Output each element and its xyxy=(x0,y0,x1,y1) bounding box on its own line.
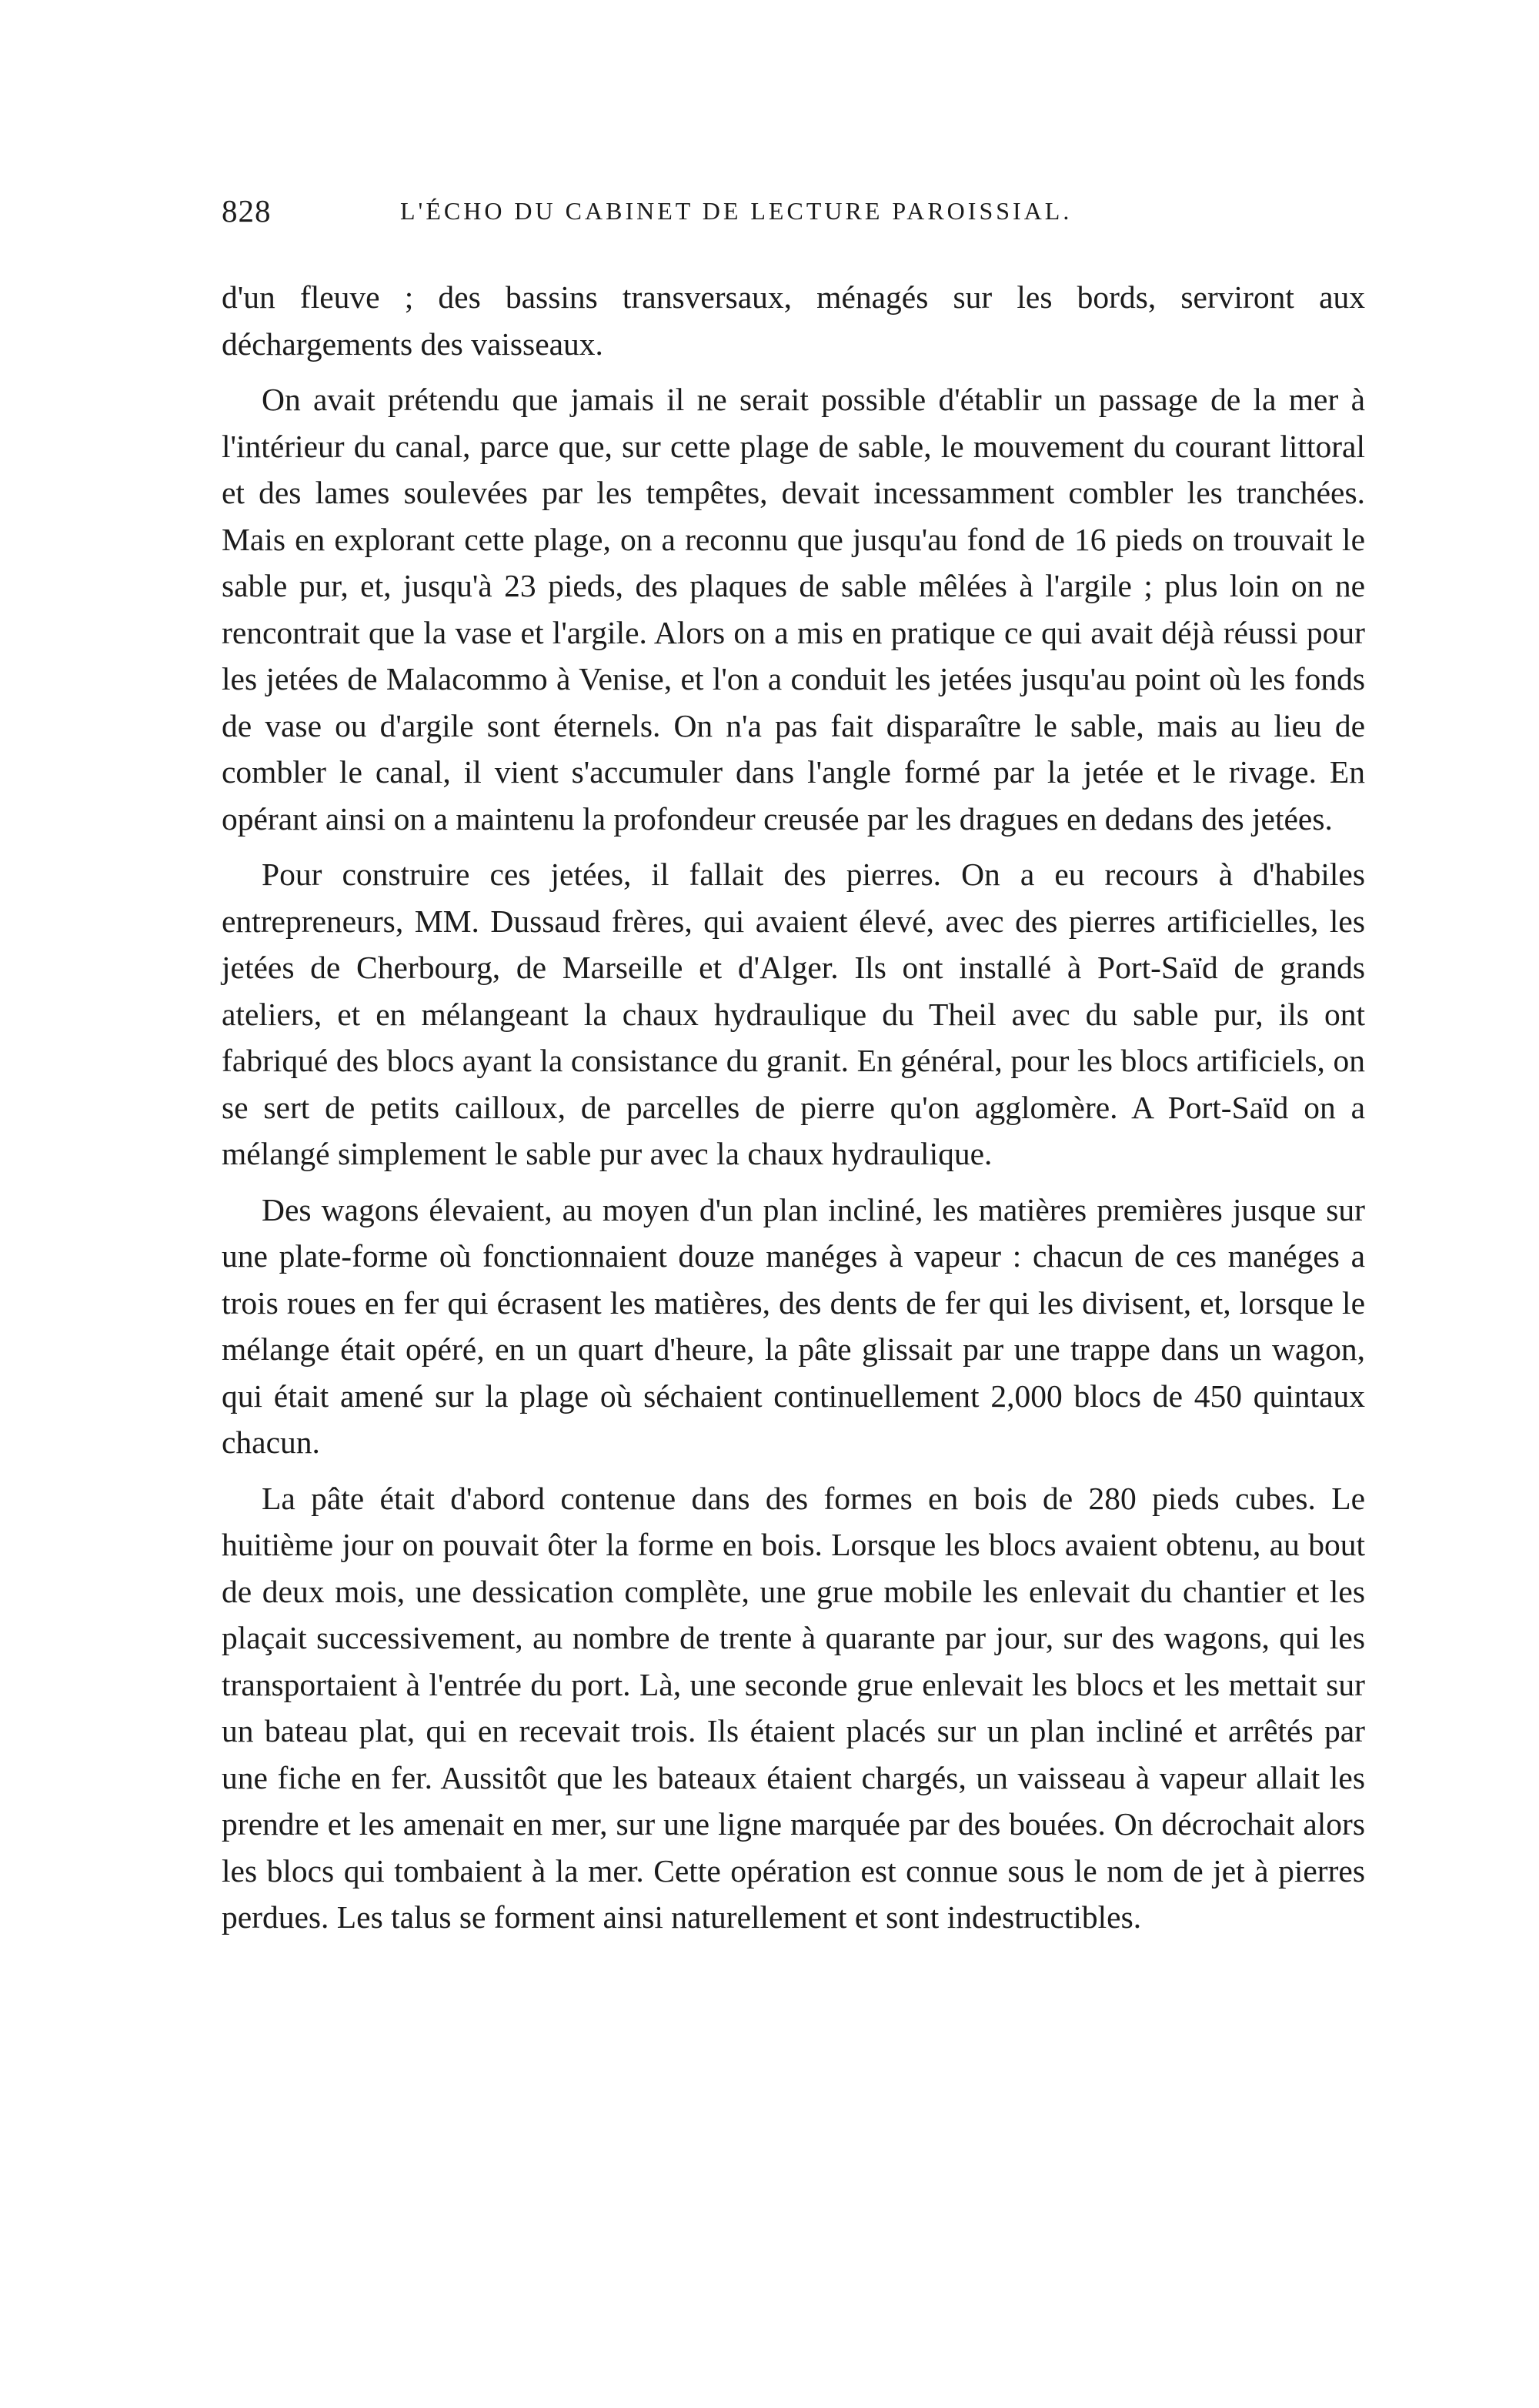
running-title: L'ÉCHO DU CABINET DE LECTURE PAROISSIAL. xyxy=(400,197,1073,225)
paragraph-continuation: d'un fleuve ; des bassins transversaux, ménagés sur les bords, serviront aux déchargements des vaisseaux. xyxy=(222,279,1365,362)
running-header xyxy=(222,192,1365,239)
body-text xyxy=(222,274,1365,1941)
paragraph-jetees: Pour construire ces jetées, il fallait des pierres. On a eu recours à d'habiles entrepreneurs, MM. Dussaud frères, qui avaient élevé, avec des pierres artificielles, les jetées de Cherbourg, de Marseille et d'Alger. Ils ont installé à Port-Saïd de grands ateliers, et en mélangeant la chaux hydraulique du Theil avec du sable pur, ils ont fabriqué des blocs ayant la consistance du granit. En général, pour les blocs artificiels, on se sert de petits cailloux, de parcelles de pierre qu'on agglomère. A Port-Saïd on a mélangé simplement le sable pur avec la chaux hydraulique. xyxy=(222,857,1365,1171)
paragraph-pate: La pâte était d'abord contenue dans des formes en bois de 280 pieds cubes. Le huitième jour on pouvait ôter la forme en bois. Lorsque les blocs avaient obtenu, au bout de deux mois, une dessication complète, une grue mobile les enlevait du chantier et les plaçait successivement, au nombre de trente à quarante par jour, sur des wagons, qui les transportaient à l'entrée du port. Là, une seconde grue enlevait les blocs et les mettait sur un bateau plat, qui en recevait trois. Ils étaient placés sur un plan incliné et arrêtés par une fiche en fer. Aussitôt que les bateaux étaient chargés, un vaisseau à vapeur allait les prendre et les amenait en mer, sur une ligne marquée par des bouées. On décrochait alors les blocs qui tombaient à la mer. Cette opération est connue sous le nom de jet à pierres perdues. Les talus se forment ainsi naturellement et sont indestructibles. xyxy=(222,1480,1365,1935)
paragraph-wagons: Des wagons élevaient, au moyen d'un plan incliné, les matières premières jusque sur une plate-forme où fonctionnaient douze manéges à vapeur : chacun de ces manéges a trois roues en fer qui écrasent les matières, des dents de fer qui les divisent, et, lorsque le mélange était opéré, en un quart d'heure, la pâte glissait par une trappe dans un wagon, qui était amené sur la plage où séchaient continuellement 2,000 blocs de 450 quintaux chacun. xyxy=(222,1191,1365,1460)
document-page xyxy=(222,192,1365,1950)
paragraph-tranchees: On avait prétendu que jamais il ne serait possible d'établir un passage de la mer à l'intérieur du canal, parce que, sur cette plage de sable, le mouvement du courant littoral et des lames soulevées par les tempêtes, devait incessamment combler les tranchées. Mais en explorant cette plage, on a reconnu que jusqu'au fond de 16 pieds on trouvait le sable pur, et, jusqu'à 23 pieds, des plaques de sable mêlées à l'argile ; plus loin on ne rencontrait que la vase et l'argile. Alors on a mis en pratique ce qui avait déjà réussi pour les jetées de Malacommo à Venise, et l'on a conduit les jetées jusqu'au point où les fonds de vase ou d'argile sont éternels. On n'a pas fait disparaître le sable, mais au lieu de combler le canal, il vient s'accumuler dans l'angle formé par la jetée et le rivage. En opérant ainsi on a maintenu la profondeur creusée par les dragues en dedans des jetées. xyxy=(222,382,1365,837)
page-number: 828 xyxy=(222,193,272,229)
